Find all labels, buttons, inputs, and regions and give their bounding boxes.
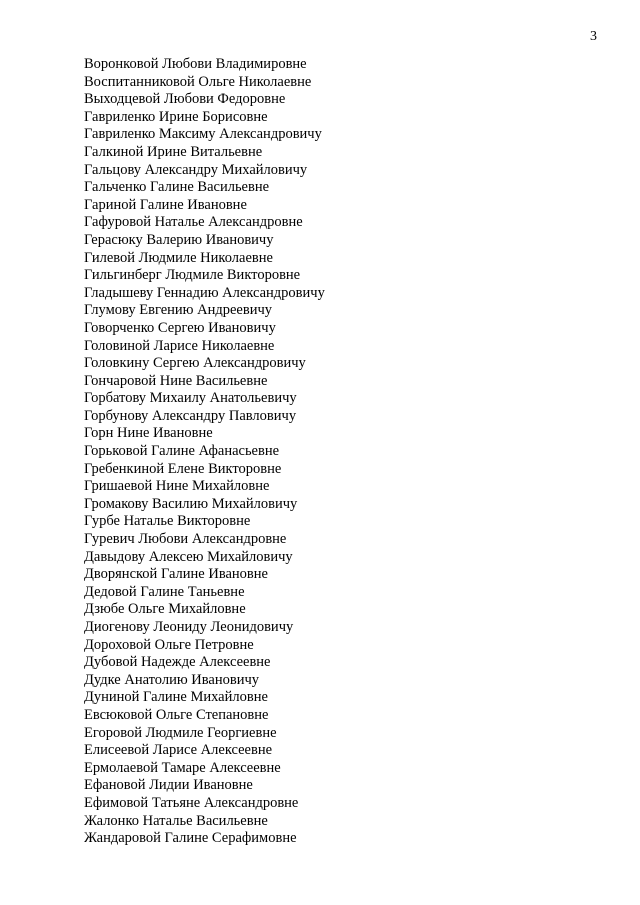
- list-item: Говорченко Сергею Ивановичу: [84, 319, 276, 336]
- list-item: Гончаровой Нине Васильевне: [84, 372, 268, 389]
- list-item: Гальченко Галине Васильевне: [84, 179, 270, 196]
- list-item: Громакову Василию Михайловичу: [84, 495, 298, 512]
- list-item: Жалонко Наталье Васильевне: [84, 812, 268, 829]
- list-item: Дуниной Галине Михайловне: [84, 689, 268, 706]
- list-item: Ефимовой Татьяне Александровне: [84, 794, 299, 811]
- list-item: Дороховой Ольге Петровне: [84, 636, 254, 653]
- list-item: Гариной Галине Ивановне: [84, 196, 247, 213]
- list-item: Ефановой Лидии Ивановне: [84, 777, 253, 794]
- list-item: Воспитанниковой Ольге Николаевне: [84, 73, 312, 90]
- list-item: Егоровой Людмиле Георгиевне: [84, 724, 277, 741]
- list-item: Герасюку Валерию Ивановичу: [84, 231, 274, 248]
- list-item: Диогенову Леониду Леонидовичу: [84, 619, 294, 635]
- list-item: Дедовой Галине Таньевне: [84, 583, 245, 600]
- list-item: Гребенкиной Елене Викторовне: [84, 460, 282, 477]
- list-item: Гришаевой Нине Михайловне: [84, 478, 270, 495]
- list-item: Гальцову Александру Михайловичу: [84, 161, 308, 178]
- list-item: Жандаровой Галине Серафимовне: [84, 830, 297, 847]
- list-item: Дудке Анатолию Ивановичу: [84, 671, 260, 688]
- list-item: Гуревич Любови Александровне: [84, 531, 287, 548]
- name-list: [84, 56, 325, 848]
- list-item: Горбунову Александру Павловичу: [84, 407, 297, 424]
- page-number: 3: [590, 29, 597, 44]
- list-item: Дзюбе Ольге Михайловне: [84, 601, 246, 618]
- list-item: Выходцевой Любови Федоровне: [84, 91, 286, 108]
- list-item: Горьковой Галине Афанасьевне: [84, 443, 280, 460]
- list-item: Гавриленко Максиму Александровичу: [84, 126, 322, 143]
- list-item: Головкину Сергею Александровичу: [84, 355, 306, 372]
- list-item: Горбатову Михаилу Анатольевичу: [84, 390, 297, 407]
- list-item: Глумову Евгению Андреевичу: [84, 302, 272, 319]
- list-item: Головиной Ларисе Николаевне: [84, 337, 275, 354]
- list-item: Горн Нине Ивановне: [84, 425, 213, 442]
- list-item: Давыдову Алексею Михайловичу: [84, 548, 293, 565]
- list-item: Гурбе Наталье Викторовне: [84, 513, 251, 530]
- list-item: Ермолаевой Тамаре Алексеевне: [84, 759, 281, 776]
- list-item: Гладышеву Геннадию Александровичу: [84, 284, 325, 301]
- list-item: Галкиной Ирине Витальевне: [84, 143, 263, 160]
- list-item: Воронковой Любови Владимировне: [84, 56, 307, 72]
- list-item: Гафуровой Наталье Александровне: [84, 214, 303, 231]
- list-item: Дворянской Галине Ивановне: [84, 566, 268, 583]
- list-item: Дубовой Надежде Алексеевне: [84, 654, 271, 671]
- list-item: Евсюковой Ольге Степановне: [84, 706, 269, 723]
- list-item: Гильгинберг Людмиле Викторовне: [84, 267, 301, 284]
- list-item: Гавриленко Ирине Борисовне: [84, 108, 268, 125]
- list-item: Елисеевой Ларисе Алексеевне: [84, 742, 273, 759]
- list-item: Гилевой Людмиле Николаевне: [84, 249, 273, 266]
